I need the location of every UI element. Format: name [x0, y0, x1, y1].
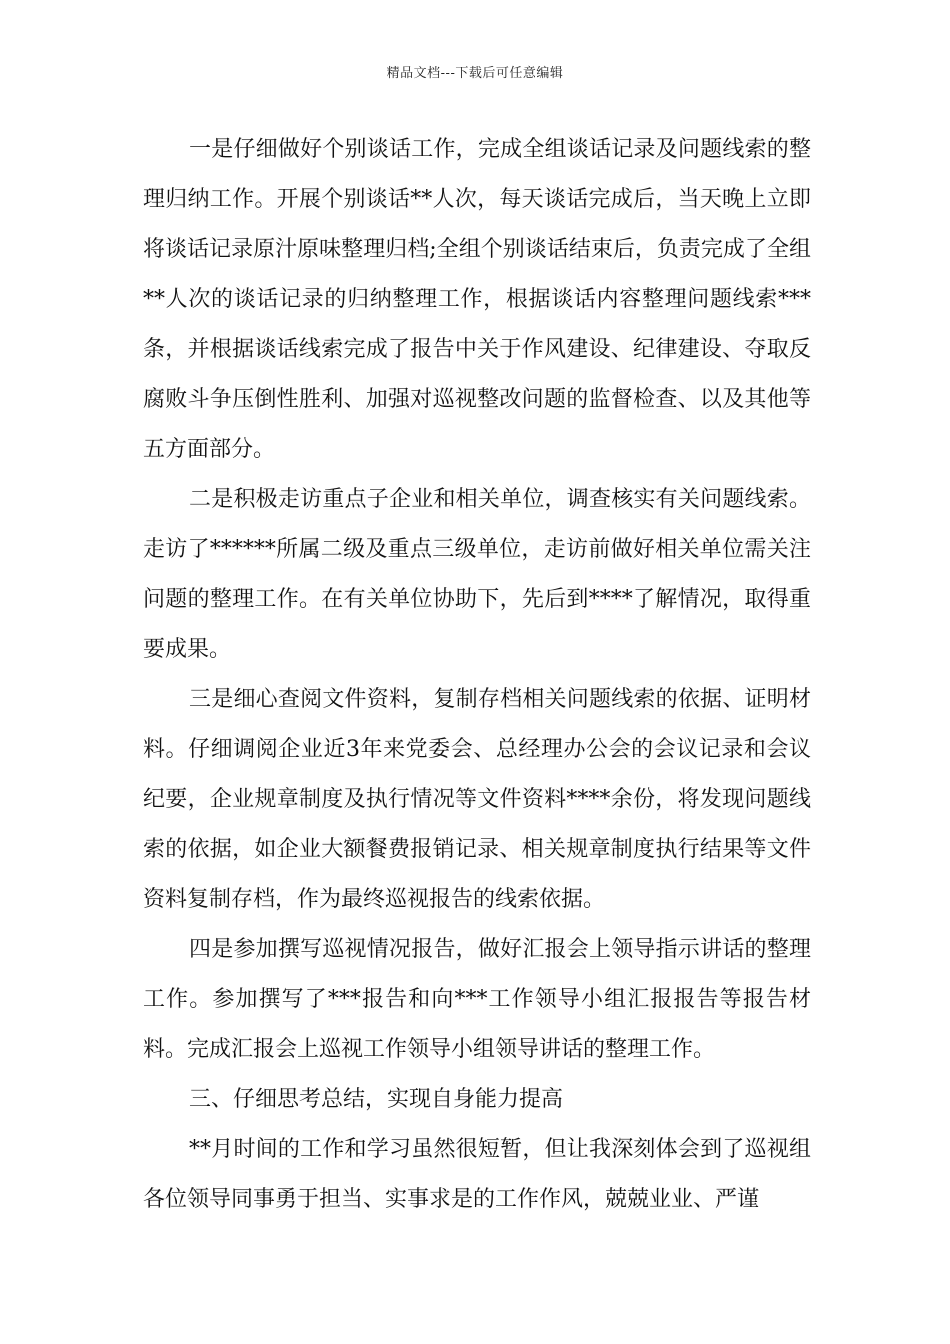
page-header: 精品文档---下载后可任意编辑	[386, 66, 564, 81]
paragraph-document-review: 三是细心查阅文件资料，复制存档相关问题线索的依据、证明材料。仔细调阅企业近3年来党委会、总经理办公会的会议记录和会议纪要，企业规章制度及执行情况等文件资料****余份，将发现问题线索的依据，如企业大额餐费报销记录、相关规章制度执行结果等文件资料复制存档，作为最终巡视报告的线索依据。	[143, 687, 811, 912]
section-heading: 三、仔细思考总结，实现自身能力提高	[189, 1087, 564, 1112]
paragraph-reflection: **月时间的工作和学习虽然很短暂，但让我深刻体会到了巡视组各位领导同事勇于担当、实事求是的工作作风，兢兢业业、严谨	[143, 1137, 811, 1212]
document-body	[143, 125, 811, 1225]
paragraph-report-writing: 四是参加撰写巡视情况报告，做好汇报会上领导指示讲话的整理工作。参加撰写了***报告和向***工作领导小组汇报报告等报告材料。完成汇报会上巡视工作领导小组领导讲话的整理工作。	[143, 937, 811, 1062]
paragraph-individual-talks: 一是仔细做好个别谈话工作，完成全组谈话记录及问题线索的整理归纳工作。开展个别谈话**人次，每天谈话完成后，当天晚上立即将谈话记录原汁原味整理归档;全组个别谈话结束后，负责完成了全组**人次的谈话记录的归纳整理工作，根据谈话内容整理问题线索***条，并根据谈话线索完成了报告中关于作风建设、纪律建设、夺取反腐败斗争压倒性胜利、加强对巡视整改问题的监督检查、以及其他等五方面部分。	[143, 137, 811, 462]
paragraph-site-visits: 二是积极走访重点子企业和相关单位，调查核实有关问题线索。走访了******所属二级及重点三级单位，走访前做好相关单位需关注问题的整理工作。在有关单位协助下，先后到****了解情况，取得重要成果。	[143, 487, 811, 662]
